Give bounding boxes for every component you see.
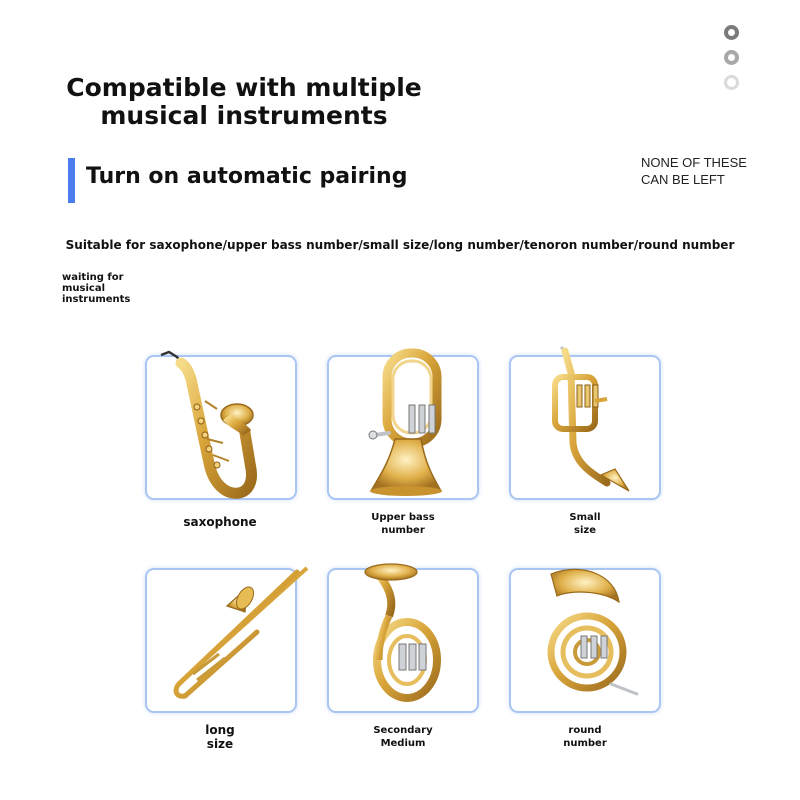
side-note <box>641 154 747 188</box>
instrument-label-line: number <box>563 738 607 749</box>
waiting-line-1: waiting for <box>62 272 124 283</box>
instrument-card-secondary-medium[interactable] <box>327 568 479 713</box>
instrument-label-small-size <box>505 511 665 537</box>
saxophone-icon <box>147 343 299 505</box>
side-note-line-2: CAN BE LEFT <box>641 172 725 187</box>
instrument-label-saxophone <box>140 515 300 529</box>
page-title-line-2: musical instruments <box>100 101 388 130</box>
instrument-label-line: size <box>574 525 596 536</box>
compatibility-text: Suitable for saxophone/upper bass number/small size/long number/tenoron number/round number <box>65 238 735 252</box>
instrument-label-upper-bass <box>323 511 483 537</box>
trumpet-icon <box>511 343 663 505</box>
carousel-indicator <box>722 25 742 95</box>
instrument-label-line: number <box>381 525 425 536</box>
page-title-line-1: Compatible with multiple <box>66 73 422 102</box>
instrument-card-saxophone[interactable] <box>145 355 297 500</box>
page-title <box>60 74 428 130</box>
french-horn-icon <box>511 556 663 718</box>
instrument-label-line: saxophone <box>183 515 257 529</box>
section-accent-bar <box>68 158 75 203</box>
instrument-card-upper-bass[interactable] <box>327 355 479 500</box>
section-title: Turn on automatic pairing <box>86 164 408 189</box>
instrument-card-long-size[interactable] <box>145 568 297 713</box>
instrument-label-secondary-medium <box>323 724 483 750</box>
instrument-label-line: Medium <box>380 738 426 749</box>
carousel-dot-2[interactable] <box>724 50 739 65</box>
instrument-label-line: Upper bass <box>371 512 435 523</box>
instrument-card-round-number[interactable] <box>509 568 661 713</box>
instrument-label-line: size <box>206 737 234 751</box>
instrument-label-line: Secondary <box>373 725 433 736</box>
carousel-dot-1[interactable] <box>724 25 739 40</box>
instrument-label-long-size <box>140 723 300 751</box>
waiting-line-2: musical <box>62 283 106 294</box>
instrument-label-line: long <box>205 723 235 737</box>
instrument-card-small-size[interactable] <box>509 355 661 500</box>
mellophone-icon <box>329 556 481 718</box>
euphonium-icon <box>329 343 481 505</box>
instrument-label-line: round <box>568 725 602 736</box>
waiting-label <box>62 272 142 305</box>
instrument-label-round-number <box>505 724 665 750</box>
side-note-line-1: NONE OF THESE <box>641 155 747 170</box>
trombone-icon <box>147 556 299 718</box>
waiting-line-3: instruments <box>62 294 131 305</box>
instrument-label-line: Small <box>569 512 601 523</box>
carousel-dot-3[interactable] <box>724 75 739 90</box>
